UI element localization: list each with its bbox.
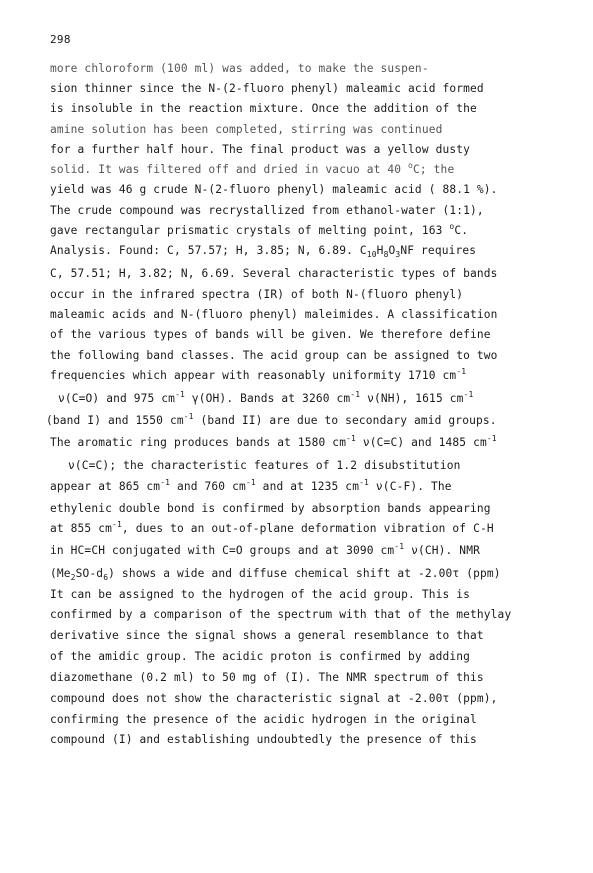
text-line: Analysis. Found: C, 57.57; H, 3.85; N, 6.89. $C_{10}H_8O_3NF$ requires: [50, 244, 477, 259]
text-line: ν(C=O) and 975 $cm^{-1}$ γ(OH). Bands at 3260 $cm^{-1}$ ν(NH), 1615 $cm^{-1}$: [58, 390, 474, 405]
text-line: compound does not show the characteristic signal at -2.00τ (ppm),: [50, 692, 498, 705]
text-line: $(Me_2SO-d_6)$ shows a wide and diffuse chemical shift at -2.00τ (ppm): [50, 567, 501, 582]
text-line: sion thinner since the N-(2-fluoro phenyl) maleamic acid formed: [50, 82, 484, 95]
text-line: in HC=CH conjugated with C=O groups and at 3090 $cm^{-1}$ ν(CH). NMR: [50, 542, 480, 557]
text-line: diazomethane (0.2 ml) to 50 mg of (I). The NMR spectrum of this: [50, 671, 484, 684]
text-line: (band I) and 1550 $cm^{-1}$ (band II) are due to secondary amid groups.: [46, 412, 497, 427]
text-line: is insoluble in the reaction mixture. Once the addition of the: [50, 102, 477, 115]
text-line: of the various types of bands will be given. We therefore define: [50, 328, 491, 341]
text-line: frequencies which appear with reasonably uniformity 1710 $cm^{-1}$: [50, 367, 467, 382]
text-line: C, 57.51; H, 3.82; N, 6.69. Several characteristic types of bands: [50, 267, 498, 280]
text-line: solid. It was filtered off and dried in vacuo at 40 $^o$C; the: [50, 161, 455, 176]
text-line: The aromatic ring produces bands at 1580 $cm^{-1}$ ν(C=C) and 1485 $cm^{-1}$: [50, 434, 497, 449]
text-line: confirmed by a comparison of the spectrum with that of the methylay: [50, 608, 512, 621]
text-line: of the amidic group. The acidic proton is confirmed by adding: [50, 650, 471, 663]
text-line: derivative since the signal shows a general resemblance to that: [50, 629, 484, 642]
text-line: for a further half hour. The final product was a yellow dusty: [50, 143, 471, 156]
text-line: The crude compound was recrystallized from ethanol-water (1:1),: [50, 204, 484, 217]
text-line: yield was 46 g crude N-(2-fluoro phenyl) maleamic acid ( 88.1 %).: [50, 183, 498, 196]
text-line: ν(C=C); the characteristic features of 1.2 disubstitution: [68, 459, 461, 472]
page-number: 298: [50, 33, 71, 46]
text-line: confirming the presence of the acidic hydrogen in the original: [50, 713, 477, 726]
text-line: gave rectangular prismatic crystals of melting point, 163 $^o$C.: [50, 222, 469, 237]
text-line: at 855 $cm^{-1}$, dues to an out-of-plane deformation vibration of C-H: [50, 520, 494, 535]
text-line: compound (I) and establishing undoubtedly the presence of this: [50, 733, 477, 746]
text-line: ethylenic double bond is confirmed by absorption bands appearing: [50, 502, 491, 515]
text-line: maleamic acids and N-(fluoro phenyl) maleimides. A classification: [50, 308, 498, 321]
text-line: It can be assigned to the hydrogen of the acid group. This is: [50, 588, 471, 601]
text-line: appear at 865 $cm^{-1}$ and 760 $cm^{-1}$ and at 1235 $cm^{-1}$ ν(C-F). The: [50, 478, 452, 493]
text-line: more chloroform (100 ml) was added, to make the suspen-: [50, 62, 429, 75]
text-line: the following band classes. The acid group can be assigned to two: [50, 349, 498, 362]
text-line: amine solution has been completed, stirring was continued: [50, 123, 443, 136]
text-line: occur in the infrared spectra (IR) of both N-(fluoro phenyl): [50, 288, 464, 301]
